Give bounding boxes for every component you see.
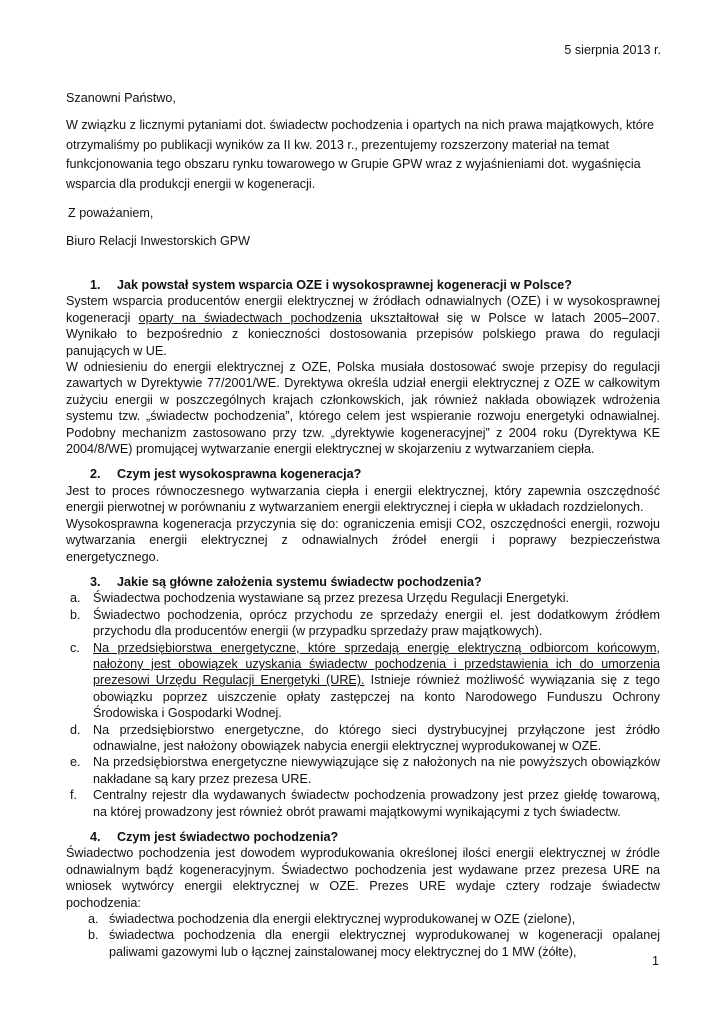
section-1-heading: 1. Jak powstał system wsparcia OZE i wysokosprawnej kogeneracji w Polsce? xyxy=(90,278,572,292)
section-2-paragraph-1: Jest to proces równoczesnego wytwarzania ciepła i energii elektrycznej, który zapewnia oszczędność energii pierwotnej w porównaniu z wytwarzaniem energii elektrycznej i ciepła w układach rozdzielonych. xyxy=(66,483,660,515)
list-item: e. Na przedsiębiorstwa energetyczne niewywiązujące się z nałożonych na nie powyższych obowiązków nakładane są kary przez prezesa URE. xyxy=(70,755,660,786)
section-4-heading: 4. Czym jest świadectwo pochodzenia? xyxy=(90,830,339,844)
list-item: a. świadectwa pochodzenia dla energii elektrycznej wyprodukowanej w OZE (zielone), xyxy=(88,912,576,927)
greeting: Szanowni Państwo, xyxy=(66,91,176,105)
signature: Biuro Relacji Inwestorskich GPW xyxy=(66,234,251,248)
list-item: c. Na przedsiębiorstwa energetyczne, które sprzedają energię elektryczną odbiorcom końcowym, nałożony jest obowiązek uzyskania świadectw pochodzenia i przedstawienia ich do umorzenia prezesowi Urzędu Regulacji Energetyki (URE). Istnieje również możliwość wywiązania się z tego obowiązku poprzez uiszczenie opłaty zastępczej na konto Narodowego Funduszu Ochrony Środowiska i Gospodarki Wodnej. xyxy=(70,640,660,721)
page-number: 1 xyxy=(651,954,659,968)
list-item: d. Na przedsiębiorstwo energetyczne, do którego sieci dystrybucyjnej przyłączone jest źródło odnawialne, jest nałożony obowiązek nabycia energii elektrycznej wyprodukowanej w OZE. xyxy=(70,722,660,753)
document-body xyxy=(66,277,660,960)
underlined-phrase: Na przedsiębiorstwa energetyczne, które sprzedają energię elektryczną odbiorcom końcowym, nałożony jest obowiązek uzyskania świadectw pochodzenia i przedstawienia ich do umorzenia prezesowi Urzędu Regulacji Energetyki (URE). xyxy=(93,640,660,688)
intro-paragraph: W związku z licznymi pytaniami dot. świadectw pochodzenia i opartych na nich prawa majątkowych, które otrzymaliśmy po publikacji wyników za II kw. 2013 r., prezentujemy rozszerzony materiał na temat funkcjonowania tego obszaru rynku towarowego w Grupie GPW wraz z wyjaśnieniami dot. wygaśnięcia wsparcia dla produkcji energii w kogeneracji. xyxy=(66,118,654,191)
section-3-heading: 3. Jakie są główne założenia systemu świadectw pochodzenia? xyxy=(90,574,482,589)
section-4-paragraph-1: Świadectwo pochodzenia jest dowodem wyprodukowania określonej ilości energii elektrycznej w źródle odnawialnym bądź kogeneracyjnym. Świadectwo pochodzenia jest wydawane przez prezesa URE na wniosek wytwórcy energii elektrycznej w OZE. Prezes URE wydaje cztery rodzaje świadectw pochodzenia: xyxy=(66,846,660,910)
list-item: b. świadectwa pochodzenia dla energii elektrycznej wyprodukowanej w kogeneracji opalanej paliwami gazowymi lub o łącznej zainstalowanej mocy elektrycznej do 1 MW (żółte), xyxy=(88,928,660,959)
list-item: b. Świadectwo pochodzenia, oprócz przychodu ze sprzedaży energii el. jest dodatkowym źródłem przychodu dla producentów energii (w przypadku sprzedaży praw majątkowych). xyxy=(70,607,660,639)
underlined-phrase: oparty na świadectwach pochodzenia xyxy=(138,310,362,325)
letter-date: 5 sierpnia 2013 r. xyxy=(564,43,661,57)
section-2-heading: 2. Czym jest wysokosprawna kogeneracja? xyxy=(90,467,362,482)
section-3-list xyxy=(66,590,660,820)
section-1-paragraph-2: W odniesieniu do energii elektrycznej z OZE, Polska musiała dostosować swoje przepisy do regulacji zawartych w Dyrektywie 77/2001/WE. Dyrektywa określa udział energii elektrycznej z OZE w całkowitym zużyciu energii w poszczególnych krajach członkowskich, jak również nakłada obowiązek wdrożenia systemu tzw. „świadectw pochodzenia”, którego celem jest wspieranie rozwoju energetyki odnawialnej. Podobny mechanizm zastosowano przy tzw. „dyrektywie kogeneracyjnej” z 2004 roku (Dyrektywa KE 2004/8/WE) promującej wytwarzanie energii elektrycznej w skojarzeniu z wytwarzaniem ciepła. xyxy=(66,360,660,457)
section-2-paragraph-2: Wysokosprawna kogeneracja przyczynia się do: ograniczenia emisji CO2, oszczędności energii, rozwoju wytwarzania energii elektrycznej z odnawialnych źródeł energii i poprawy bezpieczeństwa energetycznego. xyxy=(66,516,660,564)
section-4-list xyxy=(66,911,660,960)
closing: Z poważaniem, xyxy=(68,206,154,220)
list-item: f. Centralny rejestr dla wydawanych świadectw pochodzenia prowadzony jest przez giełdę towarową, na której prowadzony jest również obrót prawami majątkowymi wynikającymi z tych świadectw. xyxy=(70,788,660,819)
list-item: a. Świadectwa pochodzenia wystawiane są przez prezesa Urzędu Regulacji Energetyki. xyxy=(70,591,570,606)
section-1-paragraph-1: System wsparcia producentów energii elektrycznej w źródłach odnawialnych (OZE) i w wysokosprawnej kogeneracji oparty na świadectwach pochodzenia ukształtował się w Polsce w latach 2005–2007. Wynikało to bezpośrednio z konieczności dostosowania przepisów polskiego prawa do regulacji panujących w UE. xyxy=(66,294,660,358)
